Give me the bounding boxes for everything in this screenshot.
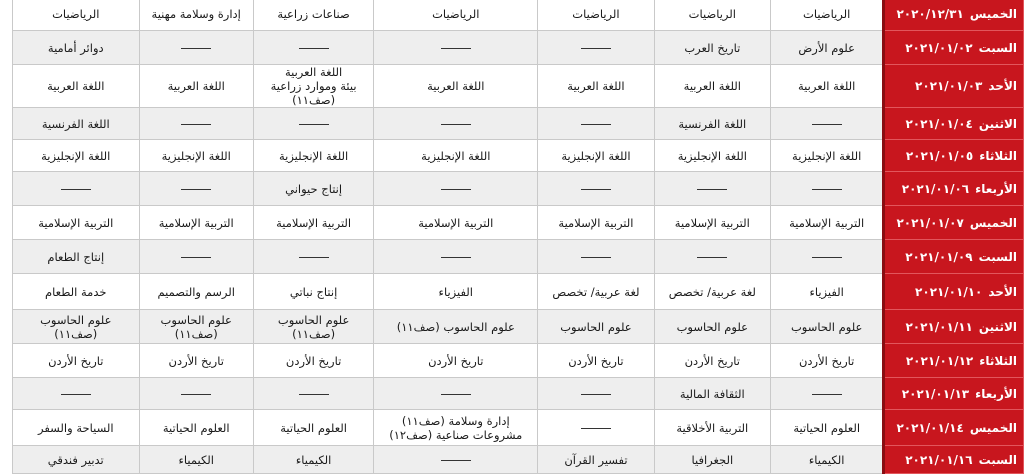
day-name: السبت — [978, 249, 1017, 264]
table-row — [13, 378, 1024, 410]
day-name: الثلاثاء — [979, 353, 1017, 368]
subject-cell — [538, 65, 654, 108]
subject-name: الكيمياء — [295, 452, 332, 467]
subject-name: الرسم والتصميم — [157, 284, 235, 299]
no-exam-dash — [581, 394, 611, 395]
subject-name: (صف١١) — [54, 326, 98, 341]
subject-cell — [538, 274, 654, 310]
subject-name: إنتاج حيواني — [285, 181, 343, 196]
subject-name: الفيزياء — [809, 284, 844, 299]
subject-name: اللغة العربية — [798, 79, 856, 93]
subject-cell — [139, 274, 253, 310]
subject-name: تاريخ الأردن — [168, 353, 224, 368]
day-name: الاثنين — [978, 116, 1017, 131]
exam-date: ٢٠٢١/٠١/٠٧ — [896, 215, 964, 230]
subject-cell — [13, 410, 140, 446]
no-exam-dash — [299, 257, 329, 258]
exam-date: ٢٠٢١/٠١/٠٢ — [905, 40, 973, 55]
no-exam-dash — [812, 257, 842, 258]
subject-cell — [253, 410, 373, 446]
no-exam-dash — [61, 394, 91, 395]
table-row — [13, 0, 1024, 31]
subject-cell — [654, 240, 770, 274]
table-row — [13, 240, 1024, 274]
no-exam-dash — [812, 124, 842, 125]
subject-name: اللغة الإنجليزية — [561, 148, 631, 163]
subject-name: اللغة الإنجليزية — [792, 148, 862, 163]
subject-cell — [374, 140, 538, 172]
subject-cell — [139, 410, 253, 446]
subject-name: اللغة الإنجليزية — [41, 148, 111, 163]
subject-name: علوم الحاسوب — [790, 319, 863, 334]
subject-name: الكيمياء — [808, 452, 845, 467]
subject-name: العلوم الحياتية — [162, 420, 230, 435]
day-date-cell — [884, 0, 1024, 31]
subject-name: العلوم الحياتية — [280, 420, 347, 435]
exam-date: ٢٠٢١/٠١/٠٥ — [905, 148, 974, 163]
subject-cell — [538, 140, 654, 172]
subject-cell — [654, 172, 770, 206]
subject-cell — [538, 31, 654, 65]
subject-cell — [538, 344, 654, 378]
subject-cell — [538, 240, 654, 274]
subject-cell — [538, 108, 654, 140]
day-name: الأحد — [988, 79, 1017, 93]
table-row — [13, 108, 1024, 140]
subject-cell — [654, 65, 770, 108]
subject-name: (صف١١) — [174, 326, 218, 341]
no-exam-dash — [441, 189, 471, 190]
table-row — [13, 31, 1024, 65]
subject-cell — [538, 0, 654, 31]
subject-cell — [771, 240, 884, 274]
subject-name: إدارة وسلامة مهنية — [151, 6, 241, 21]
day-name: الاثنين — [978, 319, 1017, 334]
day-name: السبت — [978, 452, 1017, 467]
no-exam-dash — [61, 189, 91, 190]
subject-name: علوم الحاسوب (صف١١) — [396, 319, 515, 334]
subject-name: العلوم الحياتية — [793, 420, 861, 435]
subject-cell — [374, 410, 538, 446]
no-exam-dash — [581, 189, 611, 190]
day-name: الأحد — [988, 284, 1017, 299]
subject-cell — [139, 172, 253, 206]
subject-cell — [771, 0, 884, 31]
subject-cell — [139, 344, 253, 378]
subject-name: تفسير القرآن — [564, 452, 628, 467]
exam-date: ٢٠٢١/٠١/٠٣ — [915, 79, 983, 93]
subject-cell — [253, 274, 373, 310]
day-name: الخميس — [969, 215, 1017, 230]
no-exam-dash — [441, 257, 471, 258]
subject-name: اللغة العربية — [427, 79, 485, 93]
subject-cell — [139, 65, 253, 108]
exam-date: ٢٠٢١/٠١/٠٩ — [905, 249, 973, 264]
subject-name: الرياضيات — [432, 6, 480, 21]
subject-cell — [374, 172, 538, 206]
subject-name: التربية الإسلامية — [558, 215, 634, 230]
subject-name: اللغة العربية — [47, 79, 105, 93]
subject-name: الرياضيات — [688, 6, 736, 21]
subject-cell — [13, 206, 140, 240]
subject-name: التربية الإسلامية — [674, 215, 750, 230]
subject-cell — [13, 31, 140, 65]
subject-name: علوم الحاسوب — [676, 319, 749, 334]
subject-name: التربية الإسلامية — [276, 215, 352, 230]
subject-cell — [374, 378, 538, 410]
day-name: الخميس — [969, 420, 1017, 435]
subject-name: اللغة الإنجليزية — [161, 148, 231, 163]
subject-name: تاريخ الأردن — [428, 353, 484, 368]
table-row — [13, 344, 1024, 378]
subject-cell — [253, 31, 373, 65]
no-exam-dash — [812, 394, 842, 395]
subject-cell — [771, 378, 884, 410]
day-date-cell — [884, 344, 1024, 378]
subject-cell — [13, 310, 140, 344]
subject-name: الرياضيات — [52, 6, 100, 21]
subject-cell — [654, 274, 770, 310]
subject-name: التربية الأخلاقية — [676, 420, 749, 435]
subject-name: إدارة وسلامة (صف١١) — [401, 413, 510, 428]
exam-schedule-table — [12, 0, 1024, 474]
subject-name: علوم الحاسوب — [40, 312, 112, 327]
subject-cell — [253, 378, 373, 410]
subject-cell — [139, 31, 253, 65]
exam-date: ٢٠٢١/٠١/١٢ — [905, 353, 974, 368]
subject-cell — [654, 31, 770, 65]
subject-cell — [13, 172, 140, 206]
no-exam-dash — [581, 124, 611, 125]
day-date-cell — [884, 206, 1024, 240]
subject-cell — [771, 108, 884, 140]
subject-cell — [13, 0, 140, 31]
subject-name: الثقافة المالية — [679, 386, 745, 401]
subject-cell — [13, 344, 140, 378]
subject-cell — [13, 108, 140, 140]
subject-name: اللغة الإنجليزية — [278, 148, 349, 163]
no-exam-dash — [181, 124, 211, 125]
subject-cell — [139, 310, 253, 344]
subject-cell — [13, 378, 140, 410]
subject-name: مشروعات صناعية (صف١٢) — [389, 427, 523, 442]
subject-name: (صف١١) — [292, 93, 336, 107]
subject-name: اللغة الفرنسية — [678, 116, 747, 131]
subject-cell — [139, 240, 253, 274]
subject-cell — [771, 140, 884, 172]
exam-date: ٢٠٢١/٠١/١٦ — [905, 452, 973, 467]
table-row — [13, 172, 1024, 206]
exam-date: ٢٠٢١/٠١/١٣ — [901, 386, 970, 401]
day-name: الأربعاء — [975, 386, 1017, 401]
subject-cell — [538, 172, 654, 206]
subject-cell — [253, 108, 373, 140]
subject-cell — [771, 206, 884, 240]
subject-name: تاريخ الأردن — [285, 353, 342, 368]
subject-name: الرياضيات — [572, 6, 620, 21]
no-exam-dash — [697, 189, 727, 190]
table-row — [13, 206, 1024, 240]
subject-name: اللغة العربية — [284, 65, 343, 79]
subject-cell — [139, 108, 253, 140]
subject-cell — [654, 310, 770, 344]
subject-cell — [771, 344, 884, 378]
subject-cell — [771, 65, 884, 108]
day-name: الأربعاء — [975, 181, 1017, 196]
subject-name: تاريخ الأردن — [48, 353, 104, 368]
subject-name: اللغة العربية — [167, 79, 225, 93]
subject-cell — [374, 310, 538, 344]
day-date-cell — [884, 240, 1024, 274]
subject-cell — [139, 140, 253, 172]
no-exam-dash — [812, 189, 842, 190]
day-date-cell — [884, 378, 1024, 410]
table-row — [13, 310, 1024, 344]
subject-name: تاريخ الأردن — [684, 353, 741, 368]
subject-name: إنتاج نباتي — [289, 284, 338, 299]
no-exam-dash — [581, 48, 611, 49]
exam-date: ٢٠٢١/٠١/٠٦ — [901, 181, 970, 196]
table-row — [13, 274, 1024, 310]
no-exam-dash — [299, 394, 329, 395]
subject-cell — [374, 240, 538, 274]
no-exam-dash — [299, 48, 329, 49]
subject-cell — [374, 65, 538, 108]
subject-cell — [253, 310, 373, 344]
subject-cell — [654, 108, 770, 140]
subject-name: خدمة الطعام — [45, 284, 107, 299]
no-exam-dash — [441, 48, 471, 49]
subject-name: اللغة الإنجليزية — [421, 148, 491, 163]
exam-date: ٢٠٢١/٠١/١٠ — [915, 284, 983, 299]
subject-name: التربية الإسلامية — [789, 215, 865, 230]
day-name: السبت — [978, 40, 1017, 55]
table-row — [13, 140, 1024, 172]
subject-name: التربية الإسلامية — [38, 215, 114, 230]
subject-cell — [13, 240, 140, 274]
subject-name: التربية الإسلامية — [158, 215, 234, 230]
day-date-cell — [884, 172, 1024, 206]
exam-date: ٢٠٢١/٠١/١٤ — [896, 420, 964, 435]
no-exam-dash — [441, 394, 471, 395]
no-exam-dash — [697, 257, 727, 258]
subject-name: اللغة العربية — [567, 79, 625, 93]
subject-cell — [253, 240, 373, 274]
subject-cell — [538, 206, 654, 240]
no-exam-dash — [181, 189, 211, 190]
subject-cell — [139, 378, 253, 410]
subject-name: صناعات زراعية — [277, 6, 350, 21]
subject-cell — [538, 378, 654, 410]
subject-name: لغة عربية/ تخصص — [552, 284, 640, 299]
subject-name: دوائر أمامية — [47, 40, 104, 55]
exam-date: ٢٠٢٠/١٢/٣١ — [896, 6, 964, 21]
subject-name: الجغرافيا — [691, 452, 734, 467]
no-exam-dash — [181, 257, 211, 258]
subject-cell — [253, 206, 373, 240]
table-row — [13, 410, 1024, 446]
subject-cell — [771, 410, 884, 446]
subject-cell — [374, 31, 538, 65]
subject-cell — [374, 108, 538, 140]
day-name: الخميس — [969, 6, 1017, 21]
subject-cell — [374, 0, 538, 31]
subject-name: الرياضيات — [803, 6, 851, 21]
subject-cell — [253, 344, 373, 378]
subject-cell — [654, 206, 770, 240]
no-exam-dash — [181, 48, 211, 49]
subject-name: اللغة الإنجليزية — [677, 148, 747, 163]
day-date-cell — [884, 65, 1024, 108]
subject-name: اللغة الفرنسية — [41, 116, 110, 131]
schedule-body — [13, 0, 1024, 474]
subject-name: السياحة والسفر — [38, 420, 114, 435]
subject-cell — [654, 140, 770, 172]
subject-cell — [654, 410, 770, 446]
subject-cell — [253, 140, 373, 172]
subject-cell — [13, 274, 140, 310]
subject-cell — [374, 206, 538, 240]
no-exam-dash — [441, 124, 471, 125]
subject-name: لغة عربية/ تخصص — [668, 284, 756, 299]
subject-cell — [654, 378, 770, 410]
subject-cell — [253, 172, 373, 206]
subject-name: تاريخ الأردن — [798, 353, 855, 368]
no-exam-dash — [181, 394, 211, 395]
subject-cell — [771, 31, 884, 65]
subject-name: (صف١١) — [292, 326, 336, 341]
subject-name: علوم الحاسوب — [560, 319, 632, 334]
subject-name: علوم الحاسوب — [277, 312, 350, 327]
subject-name: علوم الأرض — [798, 40, 855, 55]
subject-cell — [654, 0, 770, 31]
subject-cell — [13, 65, 140, 108]
subject-name: التربية الإسلامية — [418, 215, 494, 230]
subject-cell — [253, 0, 373, 31]
no-exam-dash — [581, 428, 611, 429]
day-date-cell — [884, 140, 1024, 172]
subject-name: بيئة وموارد زراعية — [270, 79, 357, 93]
subject-cell — [771, 310, 884, 344]
day-name: الثلاثاء — [979, 148, 1017, 163]
subject-cell — [771, 172, 884, 206]
subject-cell — [139, 206, 253, 240]
subject-cell — [374, 344, 538, 378]
exam-date: ٢٠٢١/٠١/١١ — [905, 319, 973, 334]
day-date-cell — [884, 274, 1024, 310]
subject-name: تاريخ العرب — [684, 40, 741, 55]
subject-cell — [253, 65, 373, 108]
day-date-cell — [884, 108, 1024, 140]
no-exam-dash — [581, 257, 611, 258]
subject-name: علوم الحاسوب — [160, 312, 232, 327]
subject-cell — [538, 310, 654, 344]
table-row — [13, 65, 1024, 108]
subject-cell — [13, 140, 140, 172]
subject-cell — [374, 274, 538, 310]
exam-date: ٢٠٢١/٠١/٠٤ — [905, 116, 973, 131]
subject-name: تدبير فندقي — [47, 452, 104, 467]
subject-cell — [771, 274, 884, 310]
subject-cell — [139, 0, 253, 31]
no-exam-dash — [299, 124, 329, 125]
day-date-cell — [884, 310, 1024, 344]
subject-name: الكيمياء — [178, 452, 214, 467]
subject-name: تاريخ الأردن — [568, 353, 624, 368]
subject-name: إنتاج الطعام — [47, 249, 105, 264]
subject-cell — [538, 410, 654, 446]
day-date-cell — [884, 31, 1024, 65]
subject-name: اللغة العربية — [683, 79, 741, 93]
day-date-cell — [884, 410, 1024, 446]
subject-cell — [654, 344, 770, 378]
subject-name: الفيزياء — [438, 284, 473, 299]
